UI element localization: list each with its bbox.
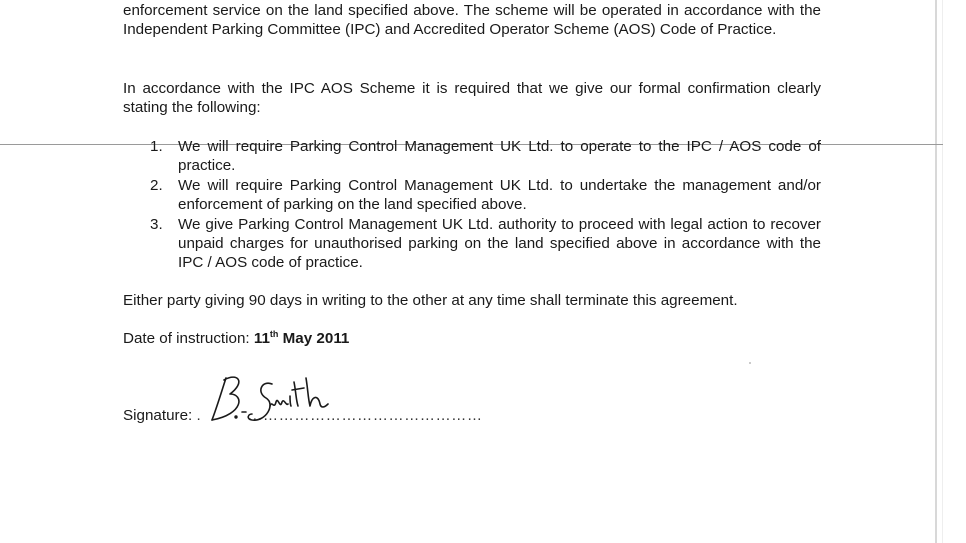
page-edge [935, 0, 937, 543]
signature-label: Signature: [123, 407, 193, 424]
list-item-number: 3. [150, 215, 163, 233]
scan-speck [749, 362, 751, 364]
list-item-number: 1. [150, 138, 163, 155]
paragraph-scheme: enforcement service on the land specified above. The scheme will be operated in accordance with the Independent Parking Committee (IPC) and Accredited Operator Scheme (AOS) Code of Practice. [123, 2, 821, 38]
date-label: Date of instruction: [123, 330, 250, 347]
date-of-instruction [123, 329, 349, 348]
list-item-text: We give Parking Control Management UK Ltd. authority to proceed with legal action to recover unpaid charges for unauthorised parking on the land specified above in accordance with the IPC / AOS code of practice. [178, 215, 821, 272]
list-item-number: 2. [150, 176, 163, 194]
confirmation-list [150, 137, 821, 273]
list-item [150, 215, 821, 273]
list-item-text: We will require Parking Control Management UK Ltd. to undertake the management and/or enforcement of parking on the land specified above. [178, 176, 821, 214]
paragraph-termination: Either party giving 90 days in writing to the other at any time shall terminate this agreement. [123, 292, 738, 309]
date-value: 11th May 2011 [253, 329, 350, 347]
paragraph-confirmation: In accordance with the IPC AOS Scheme it is required that we give our formal confirmation clearly stating the following: [123, 80, 821, 116]
handwritten-signature [200, 370, 340, 430]
list-item [150, 176, 821, 215]
signature-dots: ……………………………………… [247, 407, 483, 424]
signature-dots-lead: . [196, 407, 202, 424]
list-item [150, 137, 821, 176]
list-item-text: We will require Parking Control Management UK Ltd. to operate to the IPC / AOS code of practice. [178, 138, 821, 175]
page-edge-shadow [942, 0, 943, 543]
